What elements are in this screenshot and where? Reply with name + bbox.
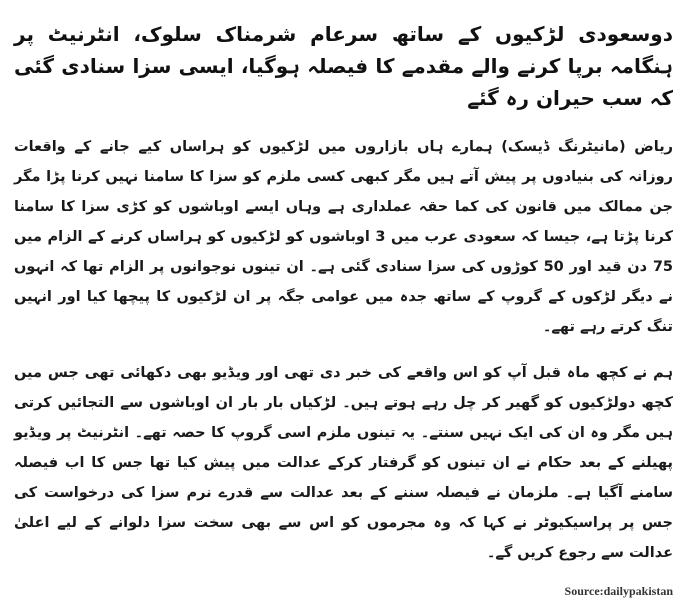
article-body	[14, 18, 673, 584]
article-headline: دوسعودی لڑکیوں کے ساتھ سرعام شرمناک سلوک، انٹرنیٹ پر ہنگامہ برپا کرنے والے مقدمے کا فیصلہ ہوگیا، ایسی سزا سنادی گئی کہ سب حیران رہ گئے	[14, 22, 673, 110]
article-paragraph: ریاض (مانیٹرنگ ڈیسک) ہمارے ہاں بازاروں میں لڑکیوں کو ہراساں کیے جانے کے واقعات روزانہ کی بنیادوں پر پیش آتے ہیں مگر کبھی کسی ملزم کو سزا کا سامنا نہیں کرنا پڑا مگر جن ممالک میں قانون کی کما حقہ عملداری ہے وہاں ایسے اوباشوں کو کڑی سزا کا سامنا کرنا پڑتا ہے، جیسا کہ سعودی عرب میں 3 اوباشوں کو لڑکیوں کو ہراساں کرنے کے الزام میں 75 دن قید اور 50 کوڑوں کی سزا سنادی گئی ہے۔ ان تینوں نوجوانوں پر الزام تھا کہ انہوں نے دیگر لڑکوں کے گروپ کے ساتھ جدہ میں عوامی جگہ پر ان لڑکیوں کا پیچھا کیا اور انہیں تنگ کرتے رہے تھے۔	[14, 139, 673, 335]
article-source: Source:dailypakistan	[564, 584, 673, 598]
article-paragraph: ہم نے کچھ ماہ قبل آپ کو اس واقعے کی خبر دی تھی اور ویڈیو بھی دکھائی تھی جس میں کچھ دولڑکیوں کو گھیر کر چل رہے ہوتے ہیں۔ لڑکیاں بار بار ان اوباشوں سے التجائیں کرتی ہیں مگر وہ ان کی ایک نہیں سنتے۔ یہ تینوں ملزم اسی گروپ کا حصہ تھے۔ انٹرنیٹ پر ویڈیو پھیلنے کے بعد حکام نے ان تینوں کو گرفتار کرکے عدالت میں پیش کیا تھا جس کا اب فیصلہ سامنے آگیا ہے۔ ملزمان نے فیصلہ سننے کے بعد عدالت سے قدرے نرم سزا کی درخواست کی جس پر پراسیکیوٹر نے کہا کہ وہ مجرموں کو اس سے بھی سخت سزا دلوانے کے لیے اعلیٰ عدالت سے رجوع کریں گے۔	[14, 365, 673, 561]
